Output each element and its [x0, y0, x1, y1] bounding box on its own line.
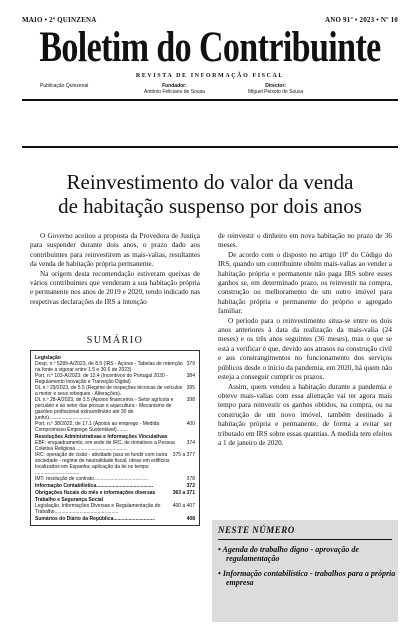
- article-paragraph: Assim, quem vendeu a habitação durante a pandemia e obteve mais-valias com essa alienação vai ter agora mais tempo para reinvestir os ganhos obtidos, na compra, ou na construção de um novo imóvel, também destinado à habitação própria e permanente, de forma a evitar ser tributado em IRS sobre essas quantias. A medida tem efeitos a 1 de janeiro de 2020.: [218, 382, 392, 447]
- article-paragraph: de reinvestir o dinheiro em nova habitação no prazo de 36 meses.: [218, 232, 392, 250]
- in-this-issue-rule: [218, 539, 392, 540]
- summary-entry: Desp. n.º 5289-A/2023, de 8.5 (IRS - Açores - Tabelas de retenção na fonte a vigorar entre 1.5 e 30.6 de 2023) 379: [35, 361, 195, 373]
- section-rule: [22, 146, 398, 148]
- header-rule: [22, 99, 398, 101]
- summary-entry: Port. n.º 38/2022, de 17.1 (Apoios ao emprego - Medida Compromisso Emprego Sustentável)........ 400: [35, 421, 195, 433]
- summary-section-heading: Informação Contabilística......................................... 372: [35, 483, 195, 489]
- in-this-issue-item: • Agenda do trabalho digno - aprovação de regulamentação: [218, 545, 396, 564]
- in-this-issue-item: • Informação contabilística - trabalhos para a própria empresa: [218, 569, 396, 588]
- summary-section-heading: Obrigações fiscais do mês e informações diversas 363 a 371: [35, 490, 195, 496]
- article-column-right: [218, 232, 392, 448]
- article-column-left: [30, 232, 200, 307]
- masthead-title: Boletim do Contribuinte: [39, 24, 381, 72]
- article-paragraph: Na origem desta recomendação estiveram queixas de vários contribuintes que venderam a sua habitação própria e permanente nos anos de 2019 e 2020, tendo indicado nas respetivas declarações de IRS a intenção: [30, 269, 200, 306]
- in-this-issue-box: [212, 520, 398, 622]
- summary-section-heading: Resoluções Administrativas e Informações Vinculativas: [35, 434, 168, 440]
- issue-number: ANO 91º • 2023 • Nº 10: [324, 16, 398, 24]
- in-this-issue-title: NESTE NÚMERO: [218, 525, 295, 535]
- summary-entry: EBF: enquadramento, em sede de IRC, de donativos a Pessoa Coletiva Religiosa ..................................... 374: [35, 440, 195, 452]
- director-credit: Director: Miguel Peixoto de Sousa: [248, 83, 304, 95]
- summary-entry: Legislação, Informações Diversas e Regulamentação do Trabalho.............................................. 400 a 407: [35, 503, 195, 515]
- issue-date: MAIO • 2ª QUINZENA: [22, 16, 97, 24]
- founder-credit: Fundador: António Feliciano de Sousa: [144, 83, 205, 95]
- summary-entry: Port. n.º 103-A/2023, de 12.4 (Incentivos do Portugal 2030 - Regulamento Inovação e Transição Digital) 384: [35, 373, 195, 385]
- summary-section-heading: Trabalho e Segurança Social: [35, 497, 104, 503]
- article-headline: Reinvestimento do valor da venda de habitação suspenso por dois anos: [58, 170, 362, 218]
- summary-entry: IMT: resolução de contrato....................................... 378: [35, 476, 195, 482]
- masthead-subtitle: REVISTA DE INFORMAÇÃO FISCAL: [135, 73, 285, 79]
- summary-entry: DL n.º 28-A/2023, de 3.5 (Apoios financeiros - Setor agrícola e pecuário e ao setor das pescas e aquicultura - Mecanismo de gasóleo profissional extraordinário até 30 de junho).............................. 398: [35, 397, 195, 421]
- summary-title: SUMÁRIO: [86, 335, 144, 346]
- summary-entry: DL n.º 29/2023, de 5.5 (Regime de inspeções técnicas de veículos a motor e seus reboques - Alterações).. 395: [35, 385, 195, 397]
- summary-entry: IRC: operação de cisão - atividade para se fundir com outra sociedade - regime de neutralidade fiscal; obras em edifícios localizados em Espanha; aplicação da lei no tempo ................................ 375 a 377: [35, 452, 195, 476]
- summary-section-heading: Sumários do Diário da República.............................. 408: [35, 516, 195, 522]
- article-paragraph: O período para o reinvestimento situa-se entre os dois anos anteriores à data da realização da mais-valia (24 meses) e os três anos seguintes (36 meses), mas o que se está a verificar é que, devido aos atrasos na construção civil e aos constrangimentos no funcionamento dos serviços públicos desde o início da pandemia, em 2020, há quem não esteja a conseguir cumprir os prazos.: [218, 316, 392, 382]
- summary-section-heading: Legislação: [35, 355, 61, 361]
- publication-frequency: Publicação Quinzenal: [40, 83, 89, 89]
- article-paragraph: De acordo com o disposto no artigo 10º do Código do IRS, quando um contribuinte obtém mais-valias ao vender a habitação própria e permanente não paga IRS sobre esses ganhos se, em determinado prazo, os reinvestir na compra, construção ou melhoramento de um outro imóvel para habitação própria e permanente do próprio e agregado familiar.: [218, 250, 392, 316]
- article-paragraph: O Governo aceitou a proposta da Provedora de Justiça para suspender durante dois anos, o prazo dado aos contribuintes para reinvestirem as mais-valias, resultantes da venda de habitação própria permanente.: [30, 232, 200, 269]
- summary-box: [30, 350, 200, 526]
